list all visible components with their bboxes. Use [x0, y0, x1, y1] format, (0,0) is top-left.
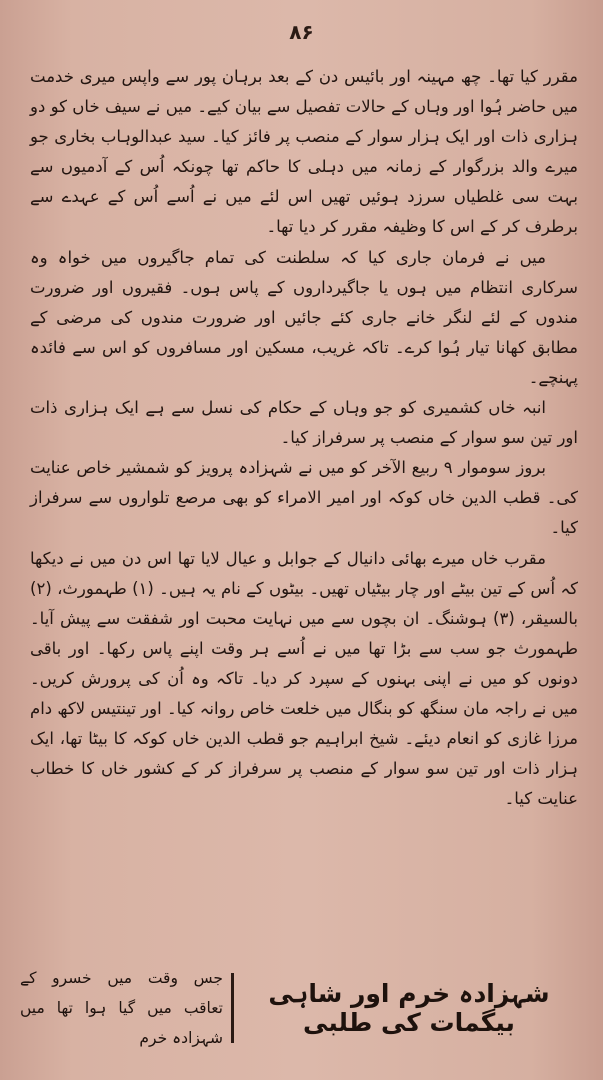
page-number: ۸۶	[289, 20, 314, 44]
section-heading	[20, 958, 582, 1058]
paragraph: مقرر کیا تھا۔ چھ مہینہ اور بائیس دن کے بعد برہان پور سے واپس میری خدمت میں حاضر ہُوا اور وہاں کے حالات تفصیل سے بیان کیے۔ میں نے سیف خاں کو دو ہزاری ذات اور ایک ہزار سوار کے منصب پر فائز کیا۔ سید عبدالوہاب بخاری جو میرے والد بزرگوار کے زمانہ میں دہلی کا حاکم تھا چونکہ اُس کے آدمیوں سے بہت سی غلطیاں سرزد ہوئیں تھیں اس لئے میں نے اُسے اُس کے عہدے سے برطرف کر کے اس کا وظیفہ مقرر کر دیا تھا۔	[30, 67, 578, 237]
paragraph: انبہ خاں کشمیری کو جو وہاں کے حکام کی نسل سے ہے ایک ہزاری ذات اور تین سو سوار کے منصب پر سرفراز کیا۔	[30, 398, 578, 448]
page-body	[30, 62, 578, 814]
paragraph: مقرب خاں میرے بھائی دانیال کے جوابل و عیال لایا تھا اس دن میں نے دیکھا کہ اُس کے تین بیٹے اور چار بیٹیاں تھیں۔ بیٹوں کے نام یہ ہیں۔ (۱) طہمورث، (۲) بالسیقر، (۳) ہوشنگ۔ ان بچوں سے میں نہایت محبت اور شفقت سے پیش آیا۔ طہمورث جو سب سے بڑا تھا میں نے اُسے ہر وقت اپنے پاس رکھا۔ اور باقی دونوں کو میں نے اپنی بہنوں کے سپرد کر دیا۔ تاکہ وہ اُن کی پرورش کریں۔ میں نے راجہ مان سنگھ کو بنگال میں خلعت خاص روانہ کیا۔ اور تینتیس لاکھ دام مرزا غازی کو انعام دیئے۔ شیخ ابراہیم جو قطب الدین خاں کوکہ کا بیٹا تھا، ایک ہزار ذات اور تین سو سوار کے منصب پر سرفراز کر کے کشور خاں کا خطاب عنایت کیا۔	[30, 548, 578, 809]
paragraph: بروز سوموار ۹ ربیع الآخر کو میں نے شہزادہ پرویز کو شمشیر خاص عنایت کی۔ قطب الدین خاں کوکہ اور امیر الامراء کو بھی مرصع تلواروں سے سرفراز کیا۔	[30, 458, 578, 538]
paragraph: میں نے فرمان جاری کیا کہ سلطنت کی تمام جاگیروں میں خواہ وہ سرکاری انتظام میں ہوں یا جاگیرداروں کے پاس ہوں۔ فقیروں اور ضرورت مندوں کے لئے لنگر خانے جاری کئے جائیں اور ضرورت مندوں کی مرضی کے مطابق کھانا تیار ہُوا کرے۔ تاکہ غریب، مسکین اور مسافروں کو اس سے فائدہ پہنچے۔	[30, 247, 578, 387]
section-title: شہزادہ خرم اور شاہی بیگمات کی طلبی	[268, 979, 550, 1037]
section-opening-text: جس وقت میں خسرو کے تعاقب میں گیا ہوا تھا میں شہزادہ خرم	[20, 969, 223, 1047]
heading-divider	[231, 973, 234, 1043]
